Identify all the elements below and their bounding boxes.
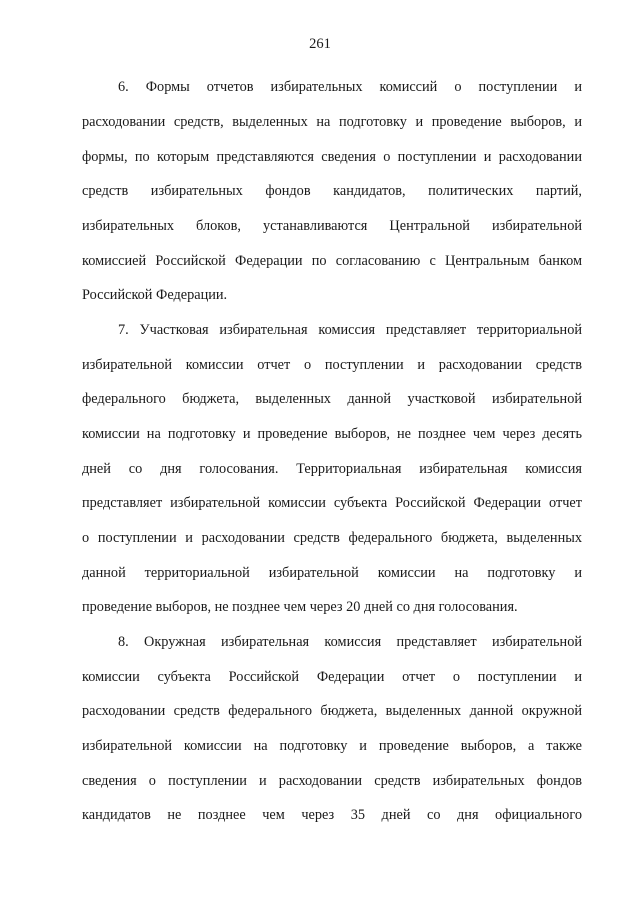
paragraph-7-line-9: проведение выборов, не позднее чем через 20 дней со дня голосования.	[82, 599, 518, 615]
paragraph-7-line-5: дней со дня голосования. Территориальная избирательная комиссия	[82, 461, 582, 477]
paragraph-8-line-3: расходовании средств федерального бюджета, выделенных данной окружной	[82, 703, 582, 719]
paragraph-6-line-3: формы, по которым представляются сведения о поступлении и расходовании	[82, 149, 582, 165]
paragraph-6-line-5: избирательных блоков, устанавливаются Центральной избирательной	[82, 218, 582, 234]
paragraph-7-line-4: комиссии на подготовку и проведение выборов, не позднее чем через десять	[82, 426, 582, 442]
paragraph-8-line-4: избирательной комиссии на подготовку и проведение выборов, а также	[82, 738, 582, 754]
paragraph-6-line-1: 6. Формы отчетов избирательных комиссий о поступлении и	[118, 79, 582, 95]
paragraph-7-line-2: избирательной комиссии отчет о поступлении и расходовании средств	[82, 357, 582, 373]
paragraph-6-line-4: средств избирательных фондов кандидатов, политических партий,	[82, 183, 582, 199]
paragraph-8-line-2: комиссии субъекта Российской Федерации отчет о поступлении и	[82, 669, 582, 685]
paragraph-8-line-5: сведения о поступлении и расходовании средств избирательных фондов	[82, 773, 582, 789]
paragraph-7-line-1: 7. Участковая избирательная комиссия представляет территориальной	[118, 322, 582, 338]
paragraph-8-line-6: кандидатов не позднее чем через 35 дней со дня официального	[82, 807, 582, 823]
paragraph-6-line-2: расходовании средств, выделенных на подготовку и проведение выборов, и	[82, 114, 582, 130]
page-number: 261	[309, 36, 331, 52]
paragraph-8-line-1: 8. Окружная избирательная комиссия представляет избирательной	[118, 634, 582, 650]
paragraph-7-line-6: представляет избирательной комиссии субъекта Российской Федерации отчет	[82, 495, 582, 511]
paragraph-6-line-7: Российской Федерации.	[82, 287, 228, 303]
paragraph-6-line-6: комиссией Российской Федерации по согласованию с Центральным банком	[82, 253, 582, 269]
paragraph-7-line-8: данной территориальной избирательной комиссии на подготовку и	[82, 565, 582, 581]
paragraph-7-line-7: о поступлении и расходовании средств федерального бюджета, выделенных	[82, 530, 582, 546]
paragraph-7-line-3: федерального бюджета, выделенных данной участковой избирательной	[82, 391, 582, 407]
